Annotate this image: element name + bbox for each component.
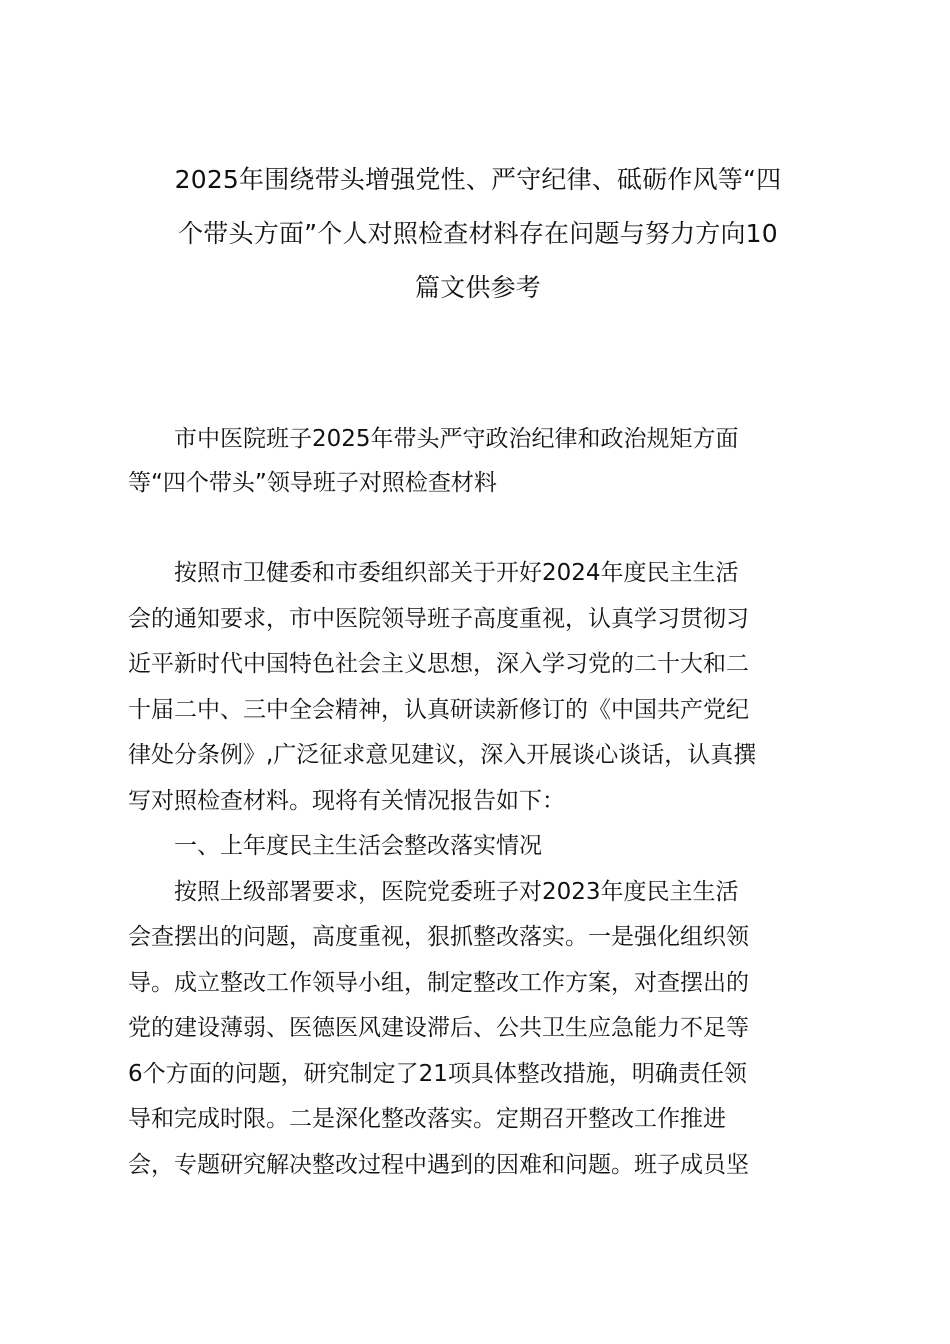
body-line: 会查摆出的问题，高度重视，狠抓整改落实。一是强化组织领 <box>128 924 749 950</box>
body-line: 党的建设薄弱、医德医风建设滞后、公共卫生应急能力不足等 <box>128 1015 749 1041</box>
title-line-3: 篇文供参考 <box>414 273 541 302</box>
document-title <box>122 153 834 315</box>
body-line: 按照市卫健委和市委组织部关于开好2024年度民主生活 <box>174 560 739 586</box>
body-line: 会，专题研究解决整改过程中遇到的因难和问题。班子成员坚 <box>128 1151 749 1178</box>
body-line: 6个方面的问题，研究制定了21项具体整改措施，明确责任领 <box>128 1060 747 1087</box>
title-line-2: 个带头方面”个人对照检查材料存在问题与努力方向10 <box>178 219 778 248</box>
subtitle-line-2: 等“四个带头”领导班子对照检查材料 <box>128 470 497 496</box>
body-line: 十届二中、三中全会精神，认真研读新修订的《中国共产党纪 <box>128 696 749 723</box>
body-line: 导。成立整改工作领导小组，制定整改工作方案，对查摆出的 <box>128 969 749 996</box>
subtitle-line-1: 市中医院班子2025年带头严守政治纪律和政治规矩方面 <box>174 426 739 452</box>
section-heading: 一、上年度民主生活会整改落实情况 <box>174 833 542 859</box>
body-text <box>128 551 833 1188</box>
body-line: 律处分条例》,广泛征求意见建议，深入开展谈心谈话，认真撰 <box>128 742 757 768</box>
body-line: 近平新时代中国特色社会主义思想，深入学习党的二十大和二 <box>128 651 749 677</box>
body-line: 按照上级部署要求，医院党委班子对2023年度民主生活 <box>174 878 739 905</box>
title-line-1: 2025年围绕带头增强党性、严守纪律、砥砺作风等“四 <box>174 165 782 194</box>
body-line: 会的通知要求，市中医院领导班子高度重视，认真学习贯彻习 <box>128 605 749 632</box>
section-subtitle <box>128 417 828 505</box>
body-line: 导和完成时限。二是深化整改落实。定期召开整改工作推进 <box>128 1106 726 1132</box>
body-line: 写对照检查材料。现将有关情况报告如下： <box>128 787 565 814</box>
